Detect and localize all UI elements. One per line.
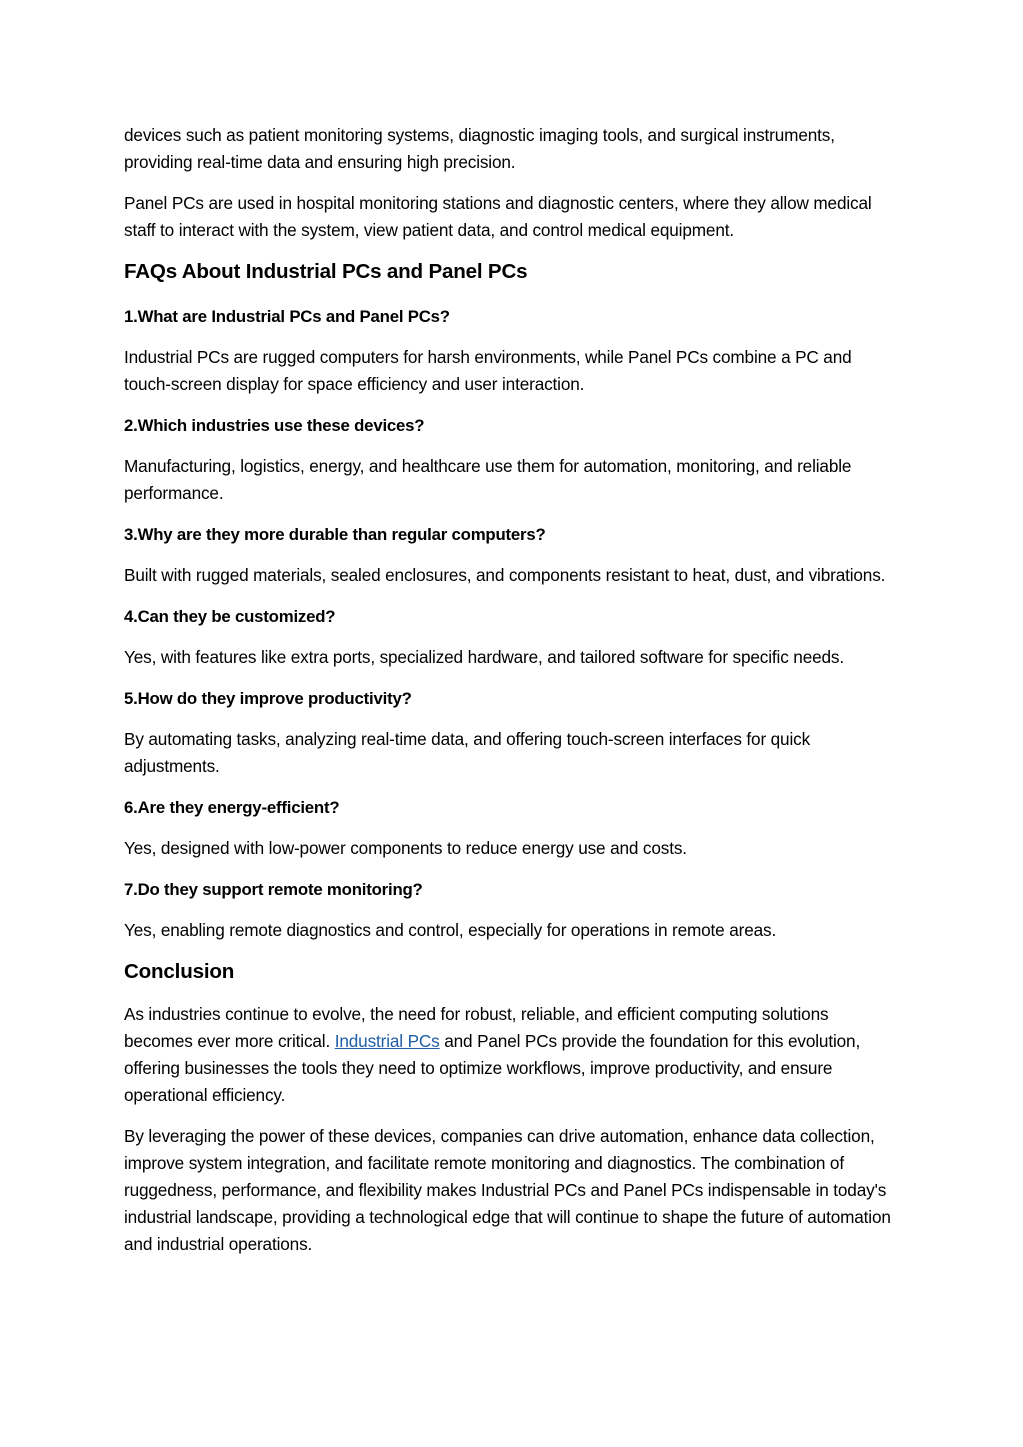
faq-answer-1: Industrial PCs are rugged computers for harsh environments, while Panel PCs combine a PC and touch-screen display for space efficiency and user interaction. (124, 347, 852, 394)
document-page (124, 122, 899, 1272)
faq-answer-3: Built with rugged materials, sealed enclosures, and components resistant to heat, dust, and vibrations. (124, 565, 886, 585)
faq-question-5: 5.How do they improve productivity? (124, 689, 412, 708)
faq-question-7: 7.Do they support remote monitoring? (124, 880, 423, 899)
conclusion-heading: Conclusion (124, 960, 235, 983)
faq-answer-5: By automating tasks, analyzing real-time data, and offering touch-screen interfaces for quick adjustments. (124, 729, 811, 776)
intro-paragraph-1: devices such as patient monitoring systems, diagnostic imaging tools, and surgical instruments, providing real-time data and ensuring high precision. (124, 125, 835, 172)
conclusion-paragraph-2: By leveraging the power of these devices, companies can drive automation, enhance data collection, improve system integration, and facilitate remote monitoring and diagnostics. The combination of ruggedness, performance, and flexibility makes Industrial PCs and Panel PCs indispensable in today's industrial landscape, providing a technological edge that will continue to shape the future of automation and industrial operations. (124, 1126, 891, 1254)
faq-answer-4: Yes, with features like extra ports, specialized hardware, and tailored software for specific needs. (124, 647, 844, 667)
faq-answer-6: Yes, designed with low-power components to reduce energy use and costs. (124, 838, 687, 858)
conclusion-text-after-link: and Panel PCs provide the foundation for this evolution, offering businesses the tools they need to optimize workflows, improve productivity, and ensure operational efficiency. (124, 1031, 861, 1105)
faq-answer-2: Manufacturing, logistics, energy, and healthcare use them for automation, monitoring, and reliable performance. (124, 456, 852, 503)
intro-paragraph-2: Panel PCs are used in hospital monitoring stations and diagnostic centers, where they allow medical staff to interact with the system, view patient data, and control medical equipment. (124, 193, 872, 240)
faq-heading: FAQs About Industrial PCs and Panel PCs (124, 260, 528, 283)
conclusion-paragraph-1 (124, 1001, 899, 1109)
faq-question-2: 2.Which industries use these devices? (124, 416, 425, 435)
faq-answer-7: Yes, enabling remote diagnostics and control, especially for operations in remote areas. (124, 920, 777, 940)
conclusion-text-before-link: As industries continue to evolve, the need for robust, reliable, and efficient computing solutions becomes ever more critical. (124, 1004, 829, 1051)
faq-question-4: 4.Can they be customized? (124, 607, 336, 626)
industrial-pcs-link[interactable]: Industrial PCs (334, 1031, 440, 1051)
faq-question-1: 1.What are Industrial PCs and Panel PCs? (124, 307, 450, 326)
faq-question-3: 3.Why are they more durable than regular computers? (124, 525, 546, 544)
faq-question-6: 6.Are they energy-efficient? (124, 798, 340, 817)
